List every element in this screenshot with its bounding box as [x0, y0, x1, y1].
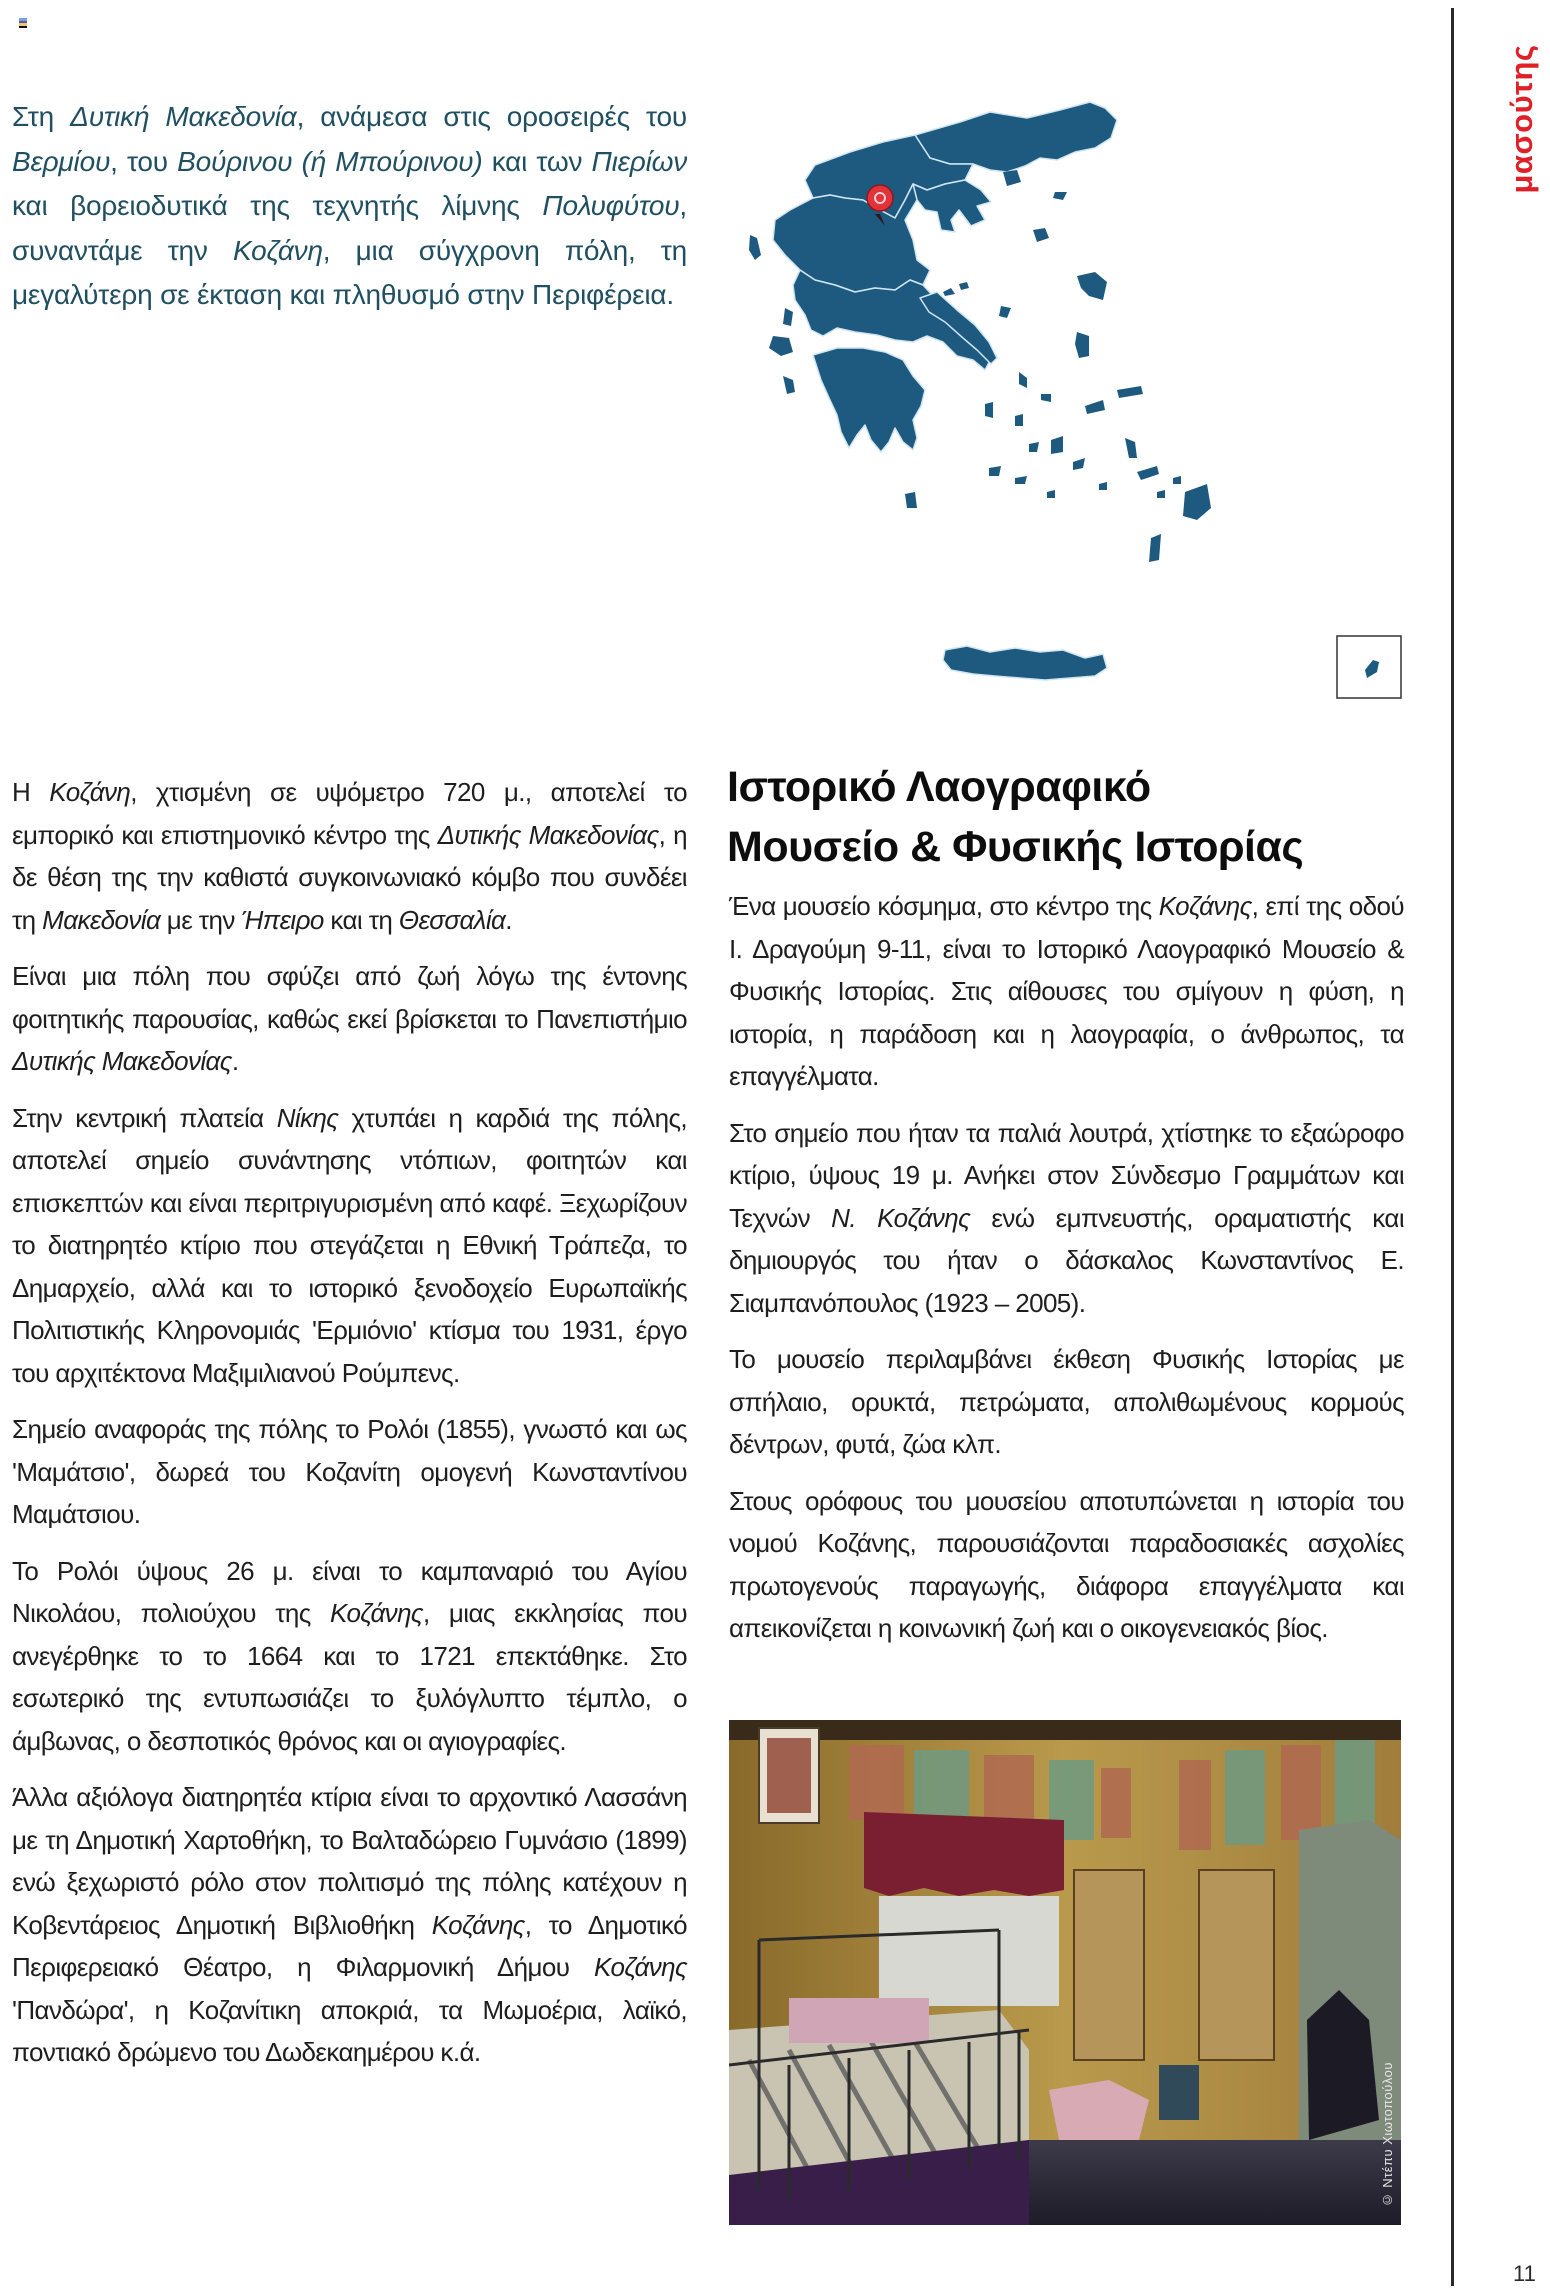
region-peloponnese: [813, 348, 925, 452]
italic-place-name: Βερμίου: [12, 145, 111, 177]
page-number: 11: [1513, 2261, 1536, 2286]
museum-heading: [727, 757, 1427, 877]
heading-line-2: Μουσείο & Φυσικής Ιστορίας: [727, 823, 1304, 871]
italic-place-name: Θεσσαλία: [398, 904, 506, 935]
italic-place-name: Μακεδονία: [42, 904, 161, 935]
paragraph-church: Το Ρολόι ύψους 26 μ. είναι το καμπαναριό του Αγίου Νικολάου, πολιούχου της Κοζάνης, μιας εκκλησίας που ανεγέρθηκε το το 1664 και το 1721 επεκτάθηκε. Στο εσωτερικό της εντυπωσιάζει το ξυλόγλυπτο τέμπλο, ο άμβωνας, ο δεσποτικός θρόνος και οι αγιογραφίες.: [12, 1555, 687, 1756]
italic-place-name: Δυτικής Μακεδονίας: [12, 1046, 232, 1076]
italic-place-name: Κοζάνη: [49, 777, 131, 807]
italic-place-name: Δυτικής Μακεδονίας: [437, 819, 659, 850]
inset-box: [1337, 636, 1401, 698]
paragraph-culture: Άλλα αξιόλογα διατηρητέα κτίρια είναι το αρχοντικό Λασσάνη με τη Δημοτική Χαρτοθήκη, το Βαλταδώρειο Γυμνάσιο (1899) ενώ ξεχωριστό ρόλο στον πολιτισμό της πόλης κατέχουν η Κοβεντάρειος Δημοτική Βιβλιοθήκη Κοζάνης, το Δημοτικό Περιφερειακό Θέατρο, η Φιλαρμονική Δήμου Κοζάνης 'Πανδώρα', η Κοζανίτικη αποκριά, τα Μωμοέρια, λαϊκό, ποντιακό δρώμενο του Δωδεκαημέρου κ.ά.: [12, 1782, 687, 2067]
print-color-mark: [19, 18, 27, 28]
paragraph-university: Είναι μια πόλη που σφύζει από ζωή λόγω της έντονης φοιτητικής παρουσίας, καθώς εκεί βρίσκεται το Πανεπιστήμιο Δυτικής Μακεδονίας.: [12, 961, 687, 1076]
heading-line-1: Ιστορικό Λαογραφικό: [727, 763, 1151, 811]
paragraph-natural-history: Το μουσείο περιλαμβάνει έκθεση Φυσικής Ιστορίας με σπήλαιο, ορυκτά, πετρώματα, απολιθωμένους κορμούς δέντρων, φυτά, ζώα κλπ.: [729, 1344, 1404, 1459]
italic-place-name: Πιερίων: [591, 145, 687, 177]
region-crete: [943, 646, 1107, 680]
italic-place-name: Νίκης: [276, 1102, 339, 1133]
brand-logo-text: μασούτης: [1504, 44, 1539, 194]
photo-credit: © Ντέπυ Χιωτοπούλου: [1380, 2061, 1395, 2207]
italic-place-name: Ήπειρο: [241, 904, 324, 935]
paragraph-clock: Σημείο αναφοράς της πόλης το Ρολόι (1855), γνωστό και ως 'Μαμάτσιο', δωρεά του Κοζανίτη ομογενή Κωνσταντίνου Μαμάτσιου.: [12, 1414, 687, 1529]
italic-place-name: Βούρινου (ή Μπούρινου): [177, 145, 483, 177]
margin-divider: [1451, 8, 1454, 2286]
brand-logo: [1504, 10, 1539, 228]
italic-place-name: Κοζάνης: [1158, 891, 1252, 921]
italic-place-name: Κοζάνης: [330, 1598, 423, 1628]
region-thrace: [915, 102, 1117, 172]
italic-place-name: Κοζάνη: [232, 234, 323, 266]
paragraph-museum-building: Στο σημείο που ήταν τα παλιά λουτρά, χτίστηκε το εξαώροφο κτίριο, ύψους 19 μ. Ανήκει στον Σύνδεσμο Γραμμάτων και Τεχνών Ν. Κοζάνης ενώ εμπνευστής, οραματιστής και δημιουργός του ήταν ο δάσκαλος Κωνσταντίνος Ε. Σιαμπανόπουλος (1923 – 2005).: [729, 1117, 1405, 1318]
italic-place-name: Κοζάνης: [594, 1952, 687, 1982]
paragraph-museum-intro: Ένα μουσείο κόσμημα, στο κέντρο της Κοζάνης, επί της οδού Ι. Δραγούμη 9-11, είναι το Ιστορικό Λαογραφικό Μουσείο & Φυσικής Ιστορίας. Στις αίθουσες του σμίγουν η φύση, η ιστορία, η παράδοση και η λαογραφία, ο άνθρωπος, τα επαγγέλματα.: [729, 891, 1404, 1091]
intro-paragraph: Στη Δυτική Μακεδονία, ανάμεσα στις οροσειρές του Βερμίου, του Βούρινου (ή Μπούρινου) και των Πιερίων και βορειοδυτικά της τεχνητής λίμνης Πολυφύτου, συναντάμε την Κοζάνη, μια σύγχρονη πόλη, τη μεγαλύτερη σε έκταση και πληθυσμό στην Περιφέρεια.: [12, 101, 688, 310]
left-column: [12, 771, 687, 2088]
museum-photo: [729, 1720, 1401, 2225]
paragraph-floors: Στους ορόφους του μουσείου αποτυπώνεται η ιστορία του νομού Κοζάνης, παρουσιάζονται παραδοσιακές ασχολίες πρωτογενούς παραγωγής, διάφορα επαγγέλματα και απεικονίζεται η κοινωνική ζωή και ο οικογενειακός βίος.: [729, 1485, 1404, 1643]
italic-place-name: Πολυφύτου: [542, 190, 680, 221]
italic-place-name: Ν. Κοζάνης: [831, 1202, 971, 1233]
paragraph-kozani-intro: Η Κοζάνη, χτισμένη σε υψόμετρο 720 μ., αποτελεί το εμπορικό και επιστημονικό κέντρο της Δυτικής Μακεδονίας, η δε θέση της την καθιστά συγκοινωνιακό κόμβο που συνδέει τη Μακεδονία με την Ήπειρο και τη Θεσσαλία.: [12, 777, 687, 935]
right-column: [729, 885, 1404, 1664]
italic-place-name: Κοζάνης: [431, 1909, 525, 1940]
italic-place-name: Δυτική Μακεδονία: [70, 101, 297, 132]
paragraph-square: Στην κεντρική πλατεία Νίκης χτυπάει η καρδιά της πόλης, αποτελεί σημείο συνάντησης ντόπιων, φοιτητών και επισκεπτών και είναι περιτριγυρισμένη από καφέ. Ξεχωρίζουν το διατηρητέο κτίριο που στεγάζεται η Εθνική Τράπεζα, το Δημαρχείο, αλλά και το ιστορικό ξενοδοχείο Ευρωπαϊκής Πολιτιστικής Κληρονομιάς 'Ερμιόνιο' κτίσμα του 1931, έργο του αρχιτέκτονα Μαξιμιλιανού Ρούμπενς.: [12, 1102, 687, 1388]
greece-map: [745, 80, 1415, 720]
color-bar: [19, 26, 27, 29]
